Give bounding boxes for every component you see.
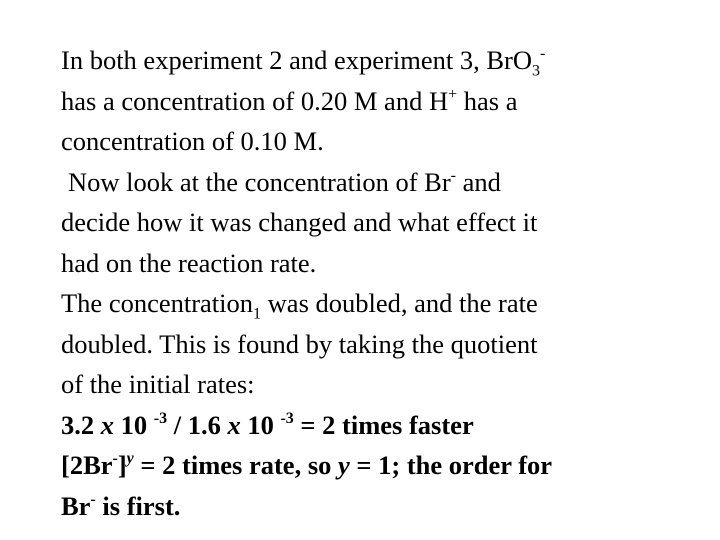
text: = 1; the order for [349,450,553,480]
variable-y: y [338,450,350,480]
para2-line3: had on the reaction rate. [61,247,317,278]
superscript: - [450,166,456,184]
text: Br [61,490,91,521]
superscript: + [448,85,458,103]
times-symbol: x [227,409,241,440]
text: 10 [240,409,281,440]
text: = 2 times faster [293,409,474,440]
para1-line2 [61,81,691,122]
para2-line1 [61,162,691,203]
text: / 1.6 [167,409,228,440]
text: has a concentration of 0.20 M and H [61,85,449,116]
text: 10 [114,409,154,440]
superscript: - [90,490,96,508]
text: is first. [95,490,181,521]
subscript: 3 [532,62,540,80]
para3-line3: of the initial rates: [61,369,255,399]
exponent: -3 [280,409,294,427]
text: has a [457,85,518,116]
superscript: - [112,450,118,468]
text: ] [117,450,127,480]
text: O [512,45,532,75]
text: was doubled, and the rate [261,288,538,318]
text: [2Br [61,450,113,480]
para4-line2 [61,445,691,486]
slide-body [61,40,691,526]
para3-line1 [61,283,691,324]
text: and [456,166,501,197]
times-symbol: x [100,409,114,440]
text: = 2 times rate, so [133,450,339,480]
text: 3.2 [61,409,101,440]
para4-line3 [61,486,691,527]
subscript: 1 [253,305,262,323]
text: In both experiment 2 and experiment 3, Br [61,45,513,75]
exponent-y: y [126,450,134,468]
exponent: -3 [153,409,168,427]
text: The concentration [61,288,254,318]
para1-line1 [61,40,691,81]
para3-line2: doubled. This is found by taking the quotient [61,328,538,359]
para2-line2: decide how it was changed and what effect it [61,207,538,237]
superscript: - [540,45,546,63]
para4-line1 [61,405,691,446]
text: Now look at the concentration of Br [68,166,451,197]
para1-line3: concentration of 0.10 M. [61,126,324,156]
